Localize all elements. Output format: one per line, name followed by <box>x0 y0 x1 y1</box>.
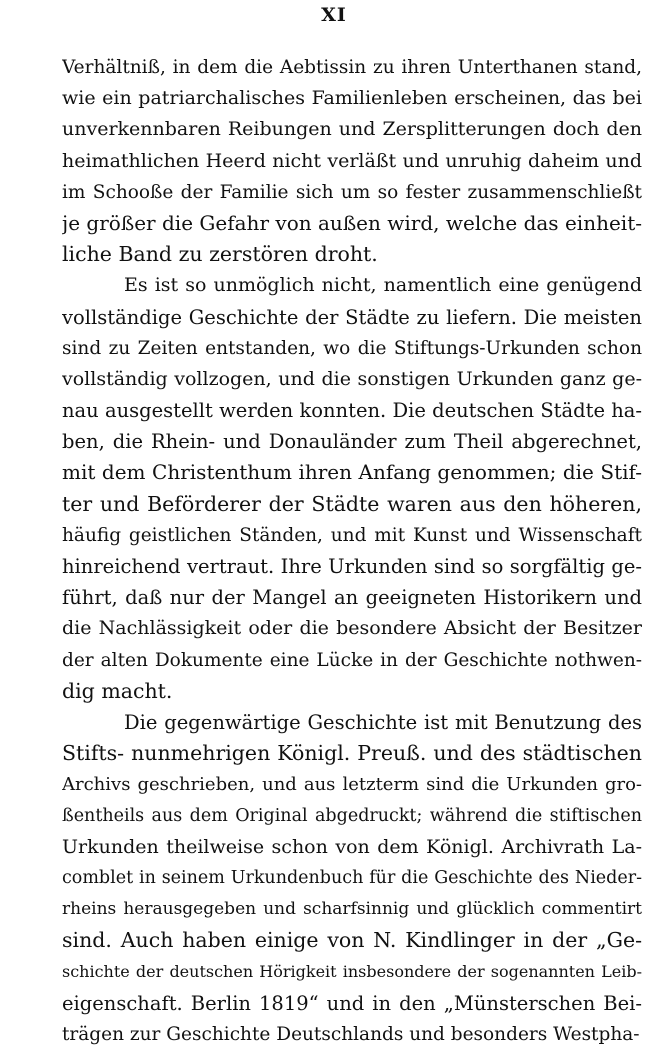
text-line: schichte der deutschen Hörigkeit insbesondere der sogenannten Leib- <box>62 962 642 982</box>
text-line: Archivs geschrieben, und aus letzterm sind die Urkunden gro- <box>62 774 642 796</box>
text-line: mit dem Christenthum ihren Anfang genommen; die Stif- <box>62 460 642 485</box>
text-line: der alten Dokumente eine Lücke in der Geschichte nothwen- <box>62 649 642 671</box>
text-line: wie ein patriarchalisches Familienleben erscheinen, das bei <box>62 87 642 110</box>
text-line: ben, die Rhein- und Donauländer zum Theil abgerechnet, <box>62 430 642 454</box>
paragraph <box>62 52 642 270</box>
text-line: je größer die Gefahr von außen wird, welche das einheit- <box>62 210 642 235</box>
text-line: sind. Auch haben einige von N. Kindlinger in der „Ge- <box>62 928 642 953</box>
text-line: unverkennbaren Reibungen und Zersplitterungen doch den <box>62 118 642 141</box>
text-line: ter und Beförderer der Städte waren aus den höheren, <box>62 491 642 516</box>
text-line: nau ausgestellt werden konnten. Die deutschen Städte ha- <box>62 399 642 423</box>
text-line: Urkunden theilweise schon von dem Königl. Archivrath La- <box>62 835 642 858</box>
text-line: rheins herausgegeben und scharfsinnig und glücklich commentirt <box>62 899 642 920</box>
text-line: ßentheils aus dem Original abgedruckt; während die stiftischen <box>62 805 642 826</box>
text-line: Es ist so unmöglich nicht, namentlich eine genügend <box>124 274 642 297</box>
text-line: sind zu Zeiten entstanden, wo die Stiftungs-Urkunden schon <box>62 337 642 359</box>
text-line: dig macht. <box>62 678 173 703</box>
text-line: Verhältniß, in dem die Aebtissin zu ihren Unterthanen stand, <box>62 57 642 78</box>
text-line: führt, daß nur der Mangel an geeigneten Historikern und <box>62 586 642 610</box>
text-line: vollständig vollzogen, und die sonstigen Urkunden ganz ge- <box>62 367 642 390</box>
paragraph <box>62 270 642 707</box>
text-line: häufig geistlichen Ständen, und mit Kunst und Wissenschaft <box>62 524 642 546</box>
text-line: vollständige Geschichte der Städte zu liefern. Die meisten <box>62 305 642 329</box>
text-line: die Nachlässigkeit oder die besondere Absicht der Besitzer <box>62 617 642 640</box>
text-line: Die gegenwärtige Geschichte ist mit Benutzung des <box>124 710 642 734</box>
text-line: im Schooße der Familie sich um so fester zusammenschließt <box>62 181 642 203</box>
text-line: hinreichend vertraut. Ihre Urkunden sind so sorgfältig ge- <box>62 555 642 578</box>
text-line: liche Band zu zerstören droht. <box>62 242 378 267</box>
text-line: comblet in seinem Urkundenbuch für die Geschichte des Nieder- <box>62 867 642 888</box>
text-line: heimathlichen Heerd nicht verläßt und unruhig daheim und <box>62 149 642 172</box>
text-line: trägen zur Geschichte Deutschlands und besonders Westpha- <box>62 1023 640 1045</box>
page-number: XI <box>321 4 347 26</box>
text-line: Stifts- nunmehrigen Königl. Preuß. und des städtischen <box>62 741 642 766</box>
text-line: eigenschaft. Berlin 1819“ und in den „Münsterschen Bei- <box>62 991 642 1015</box>
body-text <box>62 52 642 1050</box>
paragraph <box>62 707 642 1050</box>
